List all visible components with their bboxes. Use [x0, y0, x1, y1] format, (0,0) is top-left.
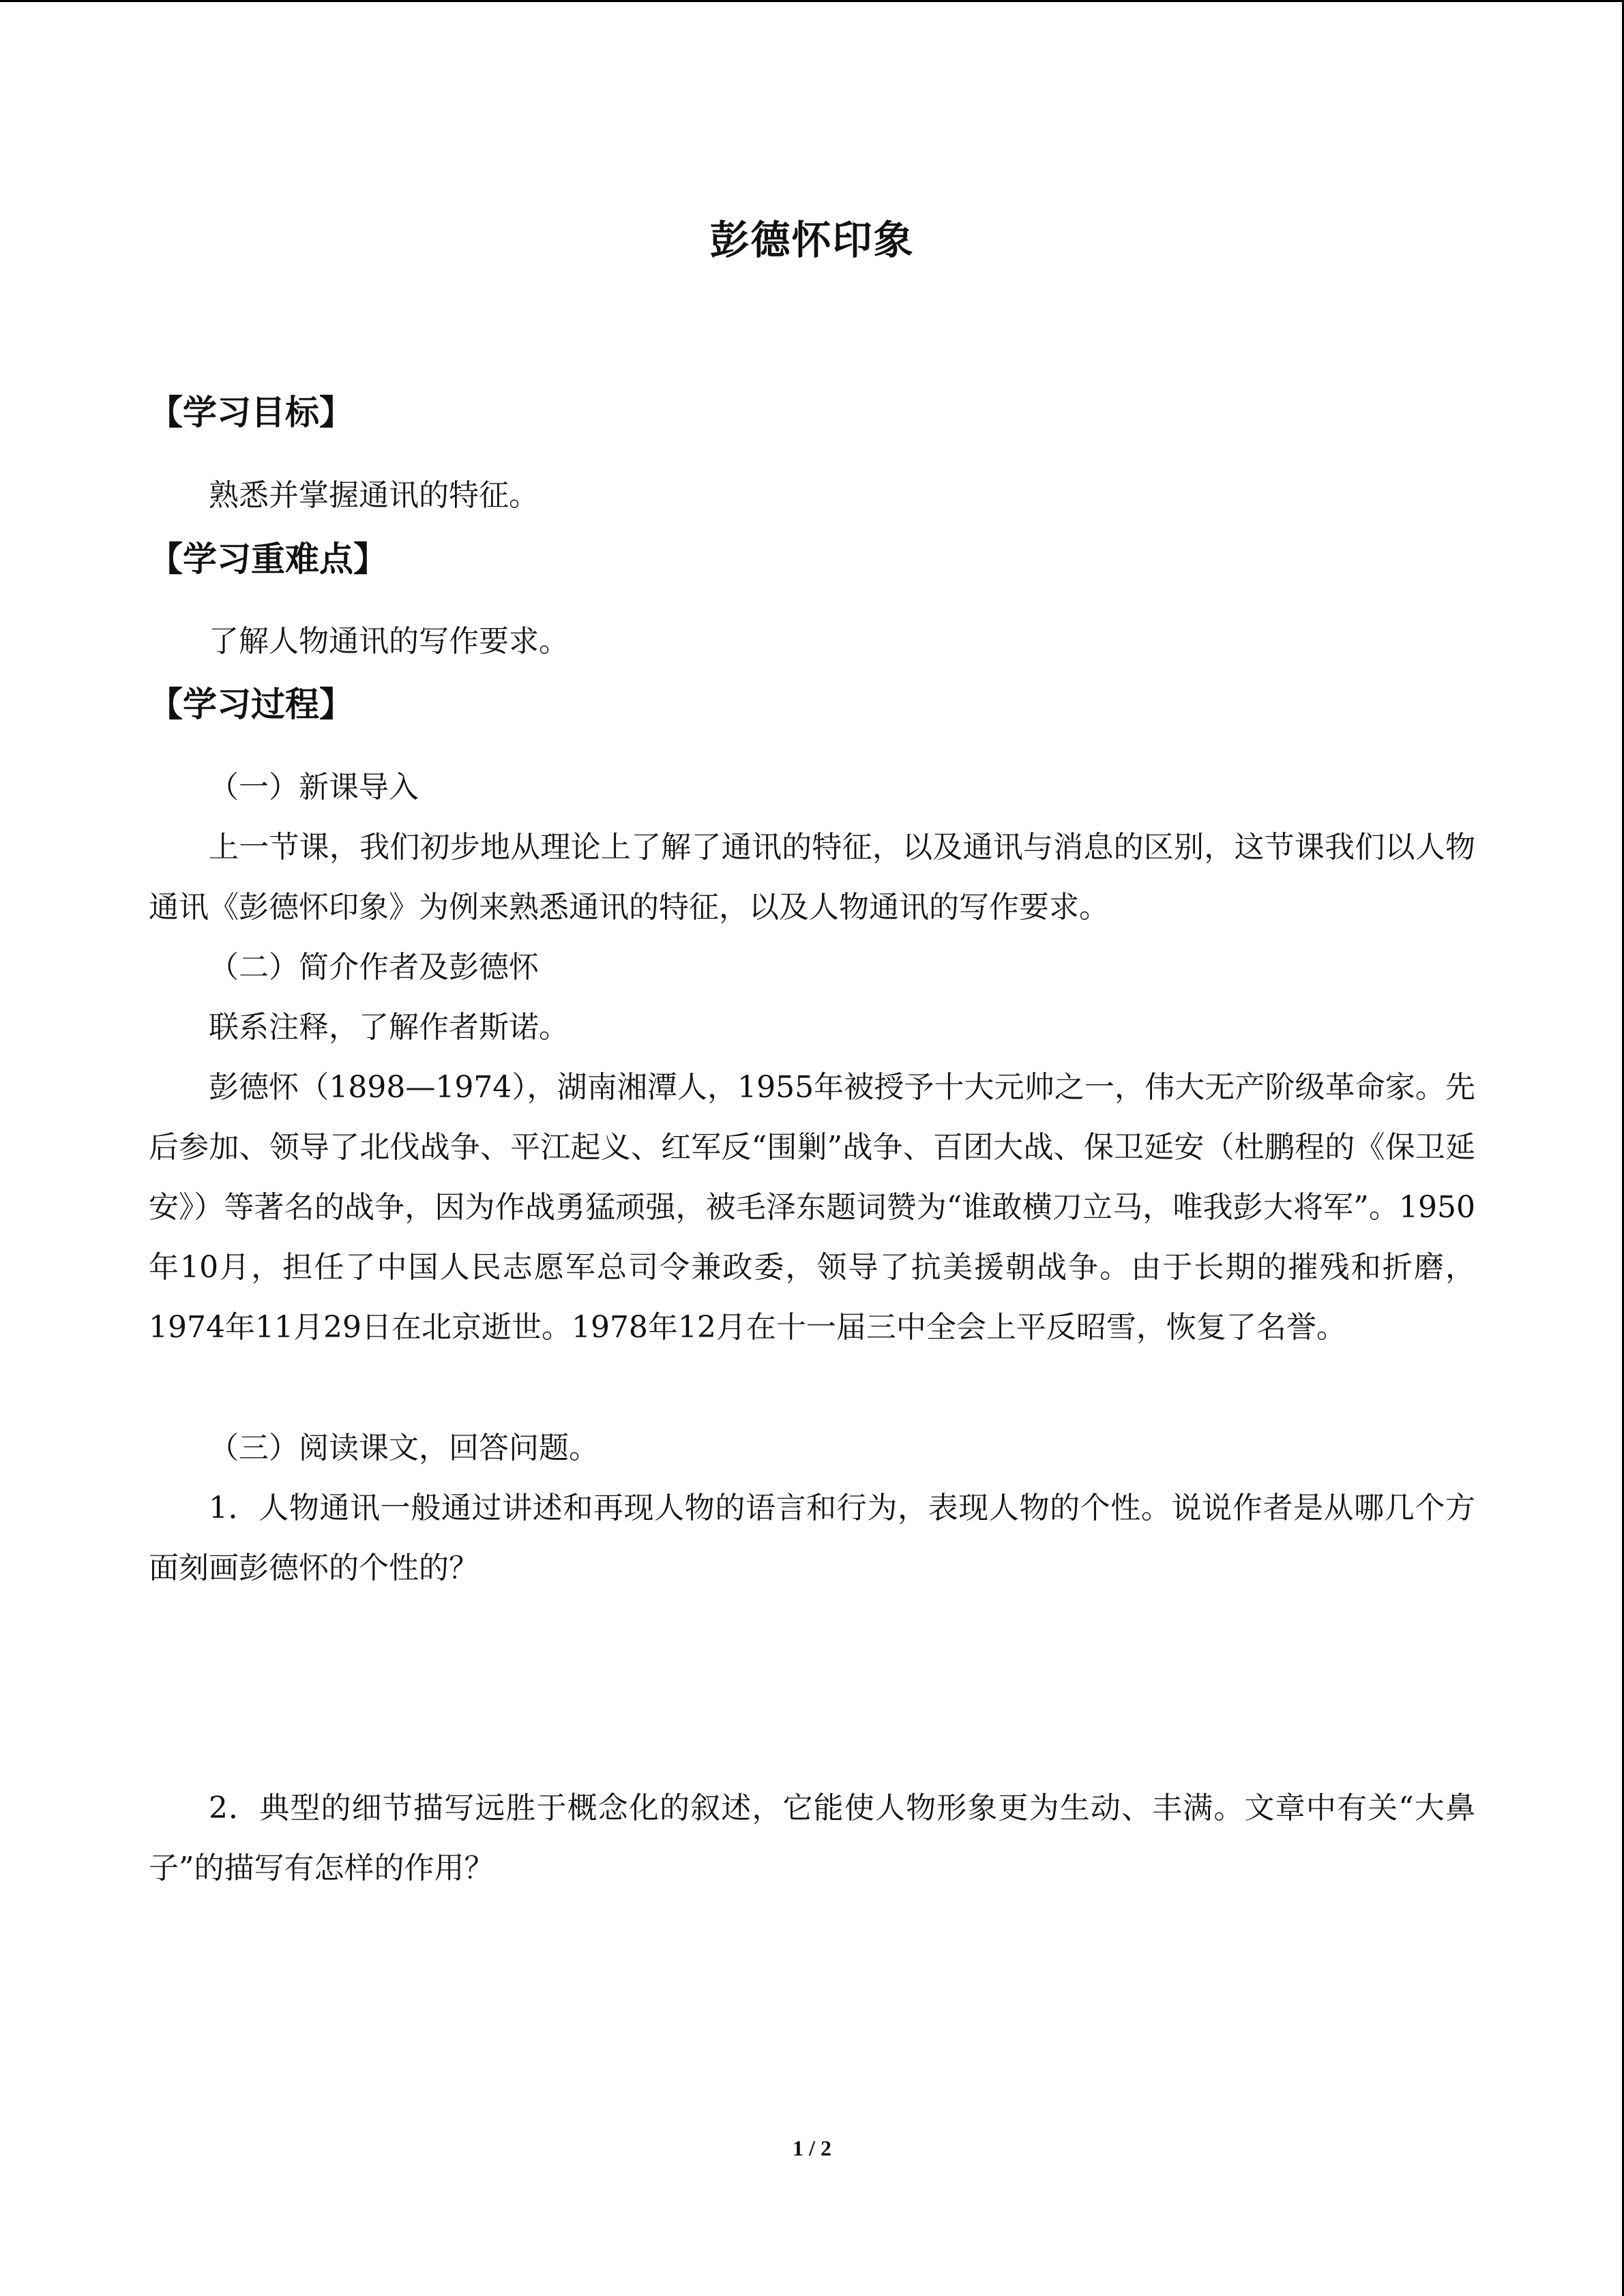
document-title: 彭德怀印象 — [709, 217, 915, 263]
question-1: 1．人物通讯一般通过讲述和再现人物的语言和行为，表现人物的个性。说说作者是从哪几个方面刻画彭德怀的个性的？ — [149, 1491, 1475, 1585]
step2-label: （二）简介作者及彭德怀 — [209, 950, 539, 985]
heading-key-points: 【学习重难点】 — [149, 539, 387, 579]
page-top-border — [0, 0, 1624, 2]
step2-author-note: 联系注释，了解作者斯诺。 — [209, 1010, 569, 1045]
page-number: 1 / 2 — [793, 2136, 831, 2160]
heading-learning-goals: 【学习目标】 — [149, 393, 353, 432]
peng-dehuai-bio-paragraph: 彭德怀（1898—1974），湖南湘潭人，1955年被授予十大元帅之一，伟大无产阶级革命家。先后参加、领导了北伐战争、平江起义、红军反“围剿”战争、百团大战、保卫延安（杜鹏程的《保卫延安》）等著名的战争，因为作战勇猛顽强，被毛泽东题词赞为“谁敢横刀立马，唯我彭大将军”。1950年10月，担任了中国人民志愿军总司令兼政委，领导了抗美援朝战争。由于长期的摧残和折磨，1974年11月29日在北京逝世。1978年12月在十一届三中全会上平反昭雪，恢复了名誉。 — [149, 1070, 1475, 1345]
question-2: 2．典型的细节描写远胜于概念化的叙述，它能使人物形象更为生动、丰满。文章中有关“大鼻子”的描写有怎样的作用？ — [149, 1791, 1475, 1885]
key-points-text: 了解人物通讯的写作要求。 — [209, 624, 569, 659]
goals-text: 熟悉并掌握通讯的特征。 — [209, 478, 539, 513]
step1-paragraph: 上一节课，我们初步地从理论上了解了通讯的特征，以及通讯与消息的区别，这节课我们以人物通讯《彭德怀印象》为例来熟悉通讯的特征，以及人物通讯的写作要求。 — [149, 830, 1475, 925]
step3-label: （三）阅读课文，回答问题。 — [209, 1431, 599, 1465]
heading-learning-process: 【学习过程】 — [149, 685, 353, 724]
step1-label: （一）新课导入 — [209, 770, 419, 805]
